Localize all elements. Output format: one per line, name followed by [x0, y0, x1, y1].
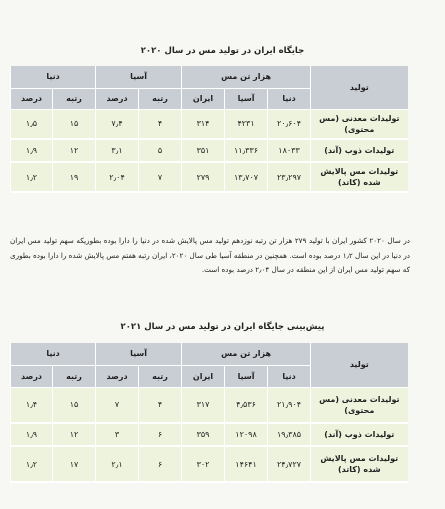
col-asia-percent: درصد: [96, 88, 139, 109]
col-iran-amount: ایران: [182, 88, 225, 109]
cell-asia-rank: ۵: [139, 139, 182, 162]
cell-world-percent: ۱٫۵: [11, 109, 53, 139]
cell-world: ۱۸۰۳۳: [268, 139, 311, 162]
summary-paragraph: در سال ۲۰۲۰ کشور ایران با تولید ۲۷۹ هزار تن رتبه نوزدهم تولید مس پالایش شده در دنیا را دارا بوده بطوریکه سهم تولید مس ایران در دنیا در این سال ۱٫۲ درصد بوده است. همچنین در منطقه آسیا طی سال ۲۰۲۰، ایران رتبه هفتم مس پالایش شده را دارا بوده بطوری که سهم تولید مس ایران از این منطقه در سال ۲٫۰۴ درصد بوده است.: [9, 236, 411, 274]
cell-world-rank: ۱۷: [53, 446, 96, 482]
cell-asia: ۱۱٫۳۳۶: [225, 139, 268, 162]
cell-world-percent: ۱٫۲: [11, 446, 53, 482]
cell-asia: ۴۲۳۱: [225, 109, 268, 139]
cell-world: ۲۴٫۷۲۷: [268, 446, 311, 482]
col-world: دنیا: [11, 343, 96, 365]
cell-asia-rank: ۷: [139, 162, 182, 192]
row-product: تولیدات معدنی (مس محتوی): [311, 109, 408, 139]
cell-world-rank: ۱۲: [53, 423, 96, 446]
cell-asia: ۴٫۵۳۶: [225, 387, 268, 423]
row-product: تولیدات ذوب (آند): [311, 423, 408, 446]
cell-asia-percent: ۲٫۱: [96, 446, 139, 482]
cell-iran: ۳۱۴: [182, 109, 225, 139]
col-world-amount: دنیا: [268, 88, 311, 109]
cell-asia-percent: ۷: [96, 387, 139, 423]
col-world-percent: درصد: [11, 88, 53, 109]
col-kilo-tonnes: هزار تن مس: [182, 66, 311, 88]
cell-world: ۲۱٫۹۰۴: [268, 387, 311, 423]
table2: [10, 343, 408, 483]
cell-asia-rank: ۴: [139, 387, 182, 423]
cell-asia-rank: ۶: [139, 446, 182, 482]
cell-world: ۱۹٫۳۸۵: [268, 423, 311, 446]
cell-world-rank: ۱۹: [53, 162, 96, 192]
table-row: [11, 139, 408, 162]
cell-iran: ۲۷۹: [182, 162, 225, 192]
col-asia-rank: رتبه: [139, 365, 182, 387]
cell-iran: ۳۵۹: [182, 423, 225, 446]
col-kilo-tonnes: هزار تن مس: [182, 343, 311, 365]
cell-world-rank: ۱۵: [53, 109, 96, 139]
cell-asia-percent: ۳٫۱: [96, 139, 139, 162]
cell-asia-percent: ۳: [96, 423, 139, 446]
table1-title: جایگاه ایران در تولید مس در سال ۲۰۲۰: [140, 46, 305, 56]
col-asia-percent: درصد: [96, 365, 139, 387]
table-row: [11, 387, 408, 423]
col-asia-rank: رتبه: [139, 88, 182, 109]
cell-world-rank: ۱۵: [53, 387, 96, 423]
table-row: [11, 162, 408, 192]
row-product: تولیدات مس پالایش شده (کاتد): [311, 446, 408, 482]
col-world-rank: رتبه: [53, 365, 96, 387]
col-asia-amount: آسیا: [225, 365, 268, 387]
cell-asia-percent: ۷٫۴: [96, 109, 139, 139]
cell-world-percent: ۱٫۴: [11, 387, 53, 423]
table2-title: پیش‌بینی جایگاه ایران در تولید مس در سال ۲۰۲۱: [120, 322, 325, 332]
row-product: تولیدات مس پالایش شده (کاتد): [311, 162, 408, 192]
cell-asia: ۱۴۶۴۱: [225, 446, 268, 482]
cell-asia-rank: ۴: [139, 109, 182, 139]
col-asia: آسیا: [96, 66, 182, 88]
col-world-amount: دنیا: [268, 365, 311, 387]
col-product: تولید: [311, 343, 408, 387]
col-asia-amount: آسیا: [225, 88, 268, 109]
cell-world: ۲۰٫۶۰۴: [268, 109, 311, 139]
cell-iran: ۳۱۷: [182, 387, 225, 423]
col-world-rank: رتبه: [53, 88, 96, 109]
cell-asia: ۱۳٫۷۰۷: [225, 162, 268, 192]
row-product: تولیدات معدنی (مس محتوی): [311, 387, 408, 423]
cell-asia-percent: ۲٫۰۴: [96, 162, 139, 192]
table1: [10, 66, 408, 193]
cell-world-percent: ۱٫۹: [11, 423, 53, 446]
col-world-percent: درصد: [11, 365, 53, 387]
col-iran-amount: ایران: [182, 365, 225, 387]
col-asia: آسیا: [96, 343, 182, 365]
cell-iran: ۳۵۱: [182, 139, 225, 162]
table-row: [11, 423, 408, 446]
cell-world: ۲۳٫۲۹۷: [268, 162, 311, 192]
table-row: [11, 109, 408, 139]
col-world: دنیا: [11, 66, 96, 88]
col-product: تولید: [311, 66, 408, 109]
cell-asia-rank: ۶: [139, 423, 182, 446]
cell-iran: ۳۰۲: [182, 446, 225, 482]
cell-asia: ۱۲۰۹۸: [225, 423, 268, 446]
table-row: [11, 446, 408, 482]
cell-world-rank: ۱۲: [53, 139, 96, 162]
cell-world-percent: ۱٫۲: [11, 162, 53, 192]
cell-world-percent: ۱٫۹: [11, 139, 53, 162]
row-product: تولیدات ذوب (آند): [311, 139, 408, 162]
